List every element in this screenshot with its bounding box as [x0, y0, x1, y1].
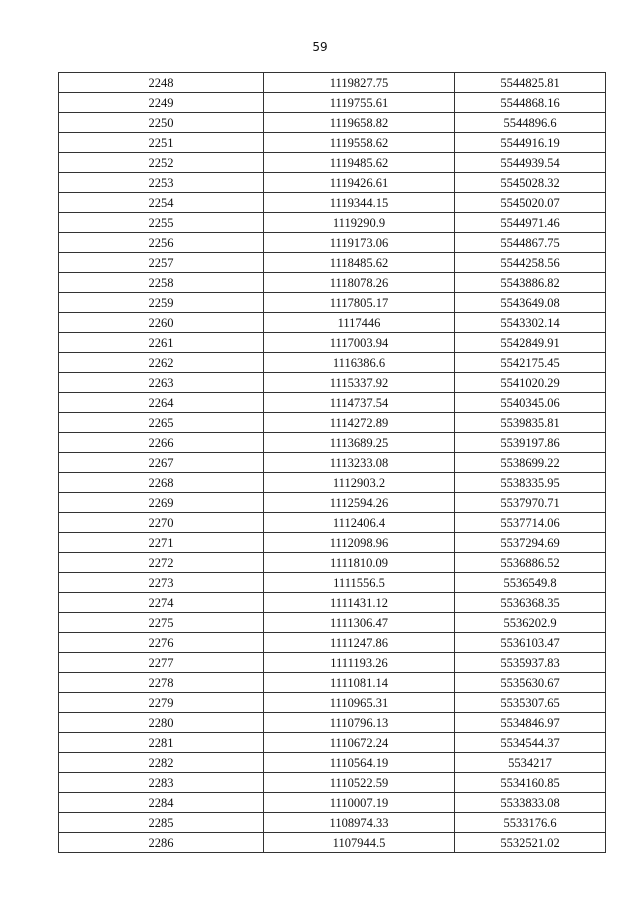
point-number-cell: 2271: [59, 533, 264, 553]
point-number-cell: 2273: [59, 573, 264, 593]
table-row: [59, 413, 606, 433]
x-coordinate-cell: 1113689.25: [264, 433, 455, 453]
table-row: [59, 673, 606, 693]
point-number-cell: 2260: [59, 313, 264, 333]
y-coordinate-cell: 5537714.06: [455, 513, 606, 533]
table-row: [59, 793, 606, 813]
table-row: [59, 753, 606, 773]
point-number-cell: 2276: [59, 633, 264, 653]
y-coordinate-cell: 5543886.82: [455, 273, 606, 293]
table-row: [59, 313, 606, 333]
y-coordinate-cell: 5537294.69: [455, 533, 606, 553]
x-coordinate-cell: 1114272.89: [264, 413, 455, 433]
table-row: [59, 253, 606, 273]
y-coordinate-cell: 5544896.6: [455, 113, 606, 133]
x-coordinate-cell: 1119755.61: [264, 93, 455, 113]
y-coordinate-cell: 5534544.37: [455, 733, 606, 753]
x-coordinate-cell: 1111247.86: [264, 633, 455, 653]
x-coordinate-cell: 1110522.59: [264, 773, 455, 793]
point-number-cell: 2263: [59, 373, 264, 393]
table-row: [59, 633, 606, 653]
point-number-cell: 2262: [59, 353, 264, 373]
y-coordinate-cell: 5544868.16: [455, 93, 606, 113]
point-number-cell: 2280: [59, 713, 264, 733]
y-coordinate-cell: 5539197.86: [455, 433, 606, 453]
point-number-cell: 2270: [59, 513, 264, 533]
y-coordinate-cell: 5544258.56: [455, 253, 606, 273]
table-row: [59, 433, 606, 453]
point-number-cell: 2264: [59, 393, 264, 413]
table-row: [59, 453, 606, 473]
x-coordinate-cell: 1119827.75: [264, 73, 455, 93]
table-row: [59, 393, 606, 413]
y-coordinate-cell: 5544939.54: [455, 153, 606, 173]
table-row: [59, 553, 606, 573]
x-coordinate-cell: 1110007.19: [264, 793, 455, 813]
table-row: [59, 333, 606, 353]
point-number-cell: 2275: [59, 613, 264, 633]
x-coordinate-cell: 1119290.9: [264, 213, 455, 233]
x-coordinate-cell: 1111193.26: [264, 653, 455, 673]
point-number-cell: 2252: [59, 153, 264, 173]
point-number-cell: 2256: [59, 233, 264, 253]
x-coordinate-cell: 1112406.4: [264, 513, 455, 533]
point-number-cell: 2250: [59, 113, 264, 133]
y-coordinate-cell: 5544867.75: [455, 233, 606, 253]
point-number-cell: 2253: [59, 173, 264, 193]
table-row: [59, 113, 606, 133]
table-row: [59, 273, 606, 293]
point-number-cell: 2251: [59, 133, 264, 153]
table-row: [59, 353, 606, 373]
x-coordinate-cell: 1119558.62: [264, 133, 455, 153]
table-row: [59, 193, 606, 213]
x-coordinate-cell: 1112098.96: [264, 533, 455, 553]
y-coordinate-cell: 5534217: [455, 753, 606, 773]
x-coordinate-cell: 1111081.14: [264, 673, 455, 693]
point-number-cell: 2258: [59, 273, 264, 293]
point-number-cell: 2283: [59, 773, 264, 793]
x-coordinate-cell: 1111556.5: [264, 573, 455, 593]
point-number-cell: 2285: [59, 813, 264, 833]
x-coordinate-cell: 1119173.06: [264, 233, 455, 253]
x-coordinate-cell: 1117446: [264, 313, 455, 333]
y-coordinate-cell: 5540345.06: [455, 393, 606, 413]
point-number-cell: 2279: [59, 693, 264, 713]
x-coordinate-cell: 1107944.5: [264, 833, 455, 853]
y-coordinate-cell: 5534846.97: [455, 713, 606, 733]
y-coordinate-cell: 5544916.19: [455, 133, 606, 153]
y-coordinate-cell: 5538699.22: [455, 453, 606, 473]
x-coordinate-cell: 1117805.17: [264, 293, 455, 313]
y-coordinate-cell: 5538335.95: [455, 473, 606, 493]
table-row: [59, 533, 606, 553]
table-row: [59, 613, 606, 633]
point-number-cell: 2286: [59, 833, 264, 853]
y-coordinate-cell: 5536103.47: [455, 633, 606, 653]
x-coordinate-cell: 1111810.09: [264, 553, 455, 573]
point-number-cell: 2249: [59, 93, 264, 113]
point-number-cell: 2272: [59, 553, 264, 573]
x-coordinate-cell: 1118485.62: [264, 253, 455, 273]
point-number-cell: 2265: [59, 413, 264, 433]
point-number-cell: 2248: [59, 73, 264, 93]
table-row: [59, 233, 606, 253]
point-number-cell: 2282: [59, 753, 264, 773]
table-row: [59, 373, 606, 393]
table-row: [59, 73, 606, 93]
x-coordinate-cell: 1112903.2: [264, 473, 455, 493]
y-coordinate-cell: 5541020.29: [455, 373, 606, 393]
point-number-cell: 2268: [59, 473, 264, 493]
coordinates-table: [58, 72, 606, 853]
y-coordinate-cell: 5535937.83: [455, 653, 606, 673]
table-row: [59, 293, 606, 313]
y-coordinate-cell: 5536368.35: [455, 593, 606, 613]
x-coordinate-cell: 1113233.08: [264, 453, 455, 473]
table-row: [59, 713, 606, 733]
x-coordinate-cell: 1108974.33: [264, 813, 455, 833]
y-coordinate-cell: 5532521.02: [455, 833, 606, 853]
x-coordinate-cell: 1114737.54: [264, 393, 455, 413]
y-coordinate-cell: 5542849.91: [455, 333, 606, 353]
table-body: [59, 73, 606, 853]
y-coordinate-cell: 5544971.46: [455, 213, 606, 233]
table-row: [59, 93, 606, 113]
y-coordinate-cell: 5545020.07: [455, 193, 606, 213]
table-row: [59, 473, 606, 493]
table-row: [59, 653, 606, 673]
point-number-cell: 2257: [59, 253, 264, 273]
table-row: [59, 733, 606, 753]
y-coordinate-cell: 5533833.08: [455, 793, 606, 813]
point-number-cell: 2284: [59, 793, 264, 813]
table-row: [59, 153, 606, 173]
point-number-cell: 2255: [59, 213, 264, 233]
x-coordinate-cell: 1110965.31: [264, 693, 455, 713]
table-row: [59, 813, 606, 833]
x-coordinate-cell: 1119485.62: [264, 153, 455, 173]
page-number: 59: [312, 40, 328, 54]
table-row: [59, 513, 606, 533]
y-coordinate-cell: 5543649.08: [455, 293, 606, 313]
point-number-cell: 2281: [59, 733, 264, 753]
x-coordinate-cell: 1117003.94: [264, 333, 455, 353]
y-coordinate-cell: 5543302.14: [455, 313, 606, 333]
y-coordinate-cell: 5533176.6: [455, 813, 606, 833]
point-number-cell: 2259: [59, 293, 264, 313]
point-number-cell: 2277: [59, 653, 264, 673]
y-coordinate-cell: 5539835.81: [455, 413, 606, 433]
point-number-cell: 2267: [59, 453, 264, 473]
y-coordinate-cell: 5542175.45: [455, 353, 606, 373]
table-row: [59, 833, 606, 853]
point-number-cell: 2261: [59, 333, 264, 353]
x-coordinate-cell: 1119426.61: [264, 173, 455, 193]
table-row: [59, 133, 606, 153]
table-row: [59, 693, 606, 713]
x-coordinate-cell: 1118078.26: [264, 273, 455, 293]
y-coordinate-cell: 5534160.85: [455, 773, 606, 793]
x-coordinate-cell: 1110564.19: [264, 753, 455, 773]
x-coordinate-cell: 1112594.26: [264, 493, 455, 513]
point-number-cell: 2274: [59, 593, 264, 613]
table-row: [59, 573, 606, 593]
x-coordinate-cell: 1116386.6: [264, 353, 455, 373]
x-coordinate-cell: 1110672.24: [264, 733, 455, 753]
y-coordinate-cell: 5537970.71: [455, 493, 606, 513]
point-number-cell: 2278: [59, 673, 264, 693]
x-coordinate-cell: 1110796.13: [264, 713, 455, 733]
table-row: [59, 493, 606, 513]
table-row: [59, 773, 606, 793]
table-row: [59, 173, 606, 193]
y-coordinate-cell: 5545028.32: [455, 173, 606, 193]
y-coordinate-cell: 5536202.9: [455, 613, 606, 633]
x-coordinate-cell: 1119344.15: [264, 193, 455, 213]
table-row: [59, 213, 606, 233]
y-coordinate-cell: 5536886.52: [455, 553, 606, 573]
x-coordinate-cell: 1115337.92: [264, 373, 455, 393]
point-number-cell: 2266: [59, 433, 264, 453]
y-coordinate-cell: 5535307.65: [455, 693, 606, 713]
x-coordinate-cell: 1111306.47: [264, 613, 455, 633]
x-coordinate-cell: 1111431.12: [264, 593, 455, 613]
point-number-cell: 2269: [59, 493, 264, 513]
y-coordinate-cell: 5536549.8: [455, 573, 606, 593]
point-number-cell: 2254: [59, 193, 264, 213]
x-coordinate-cell: 1119658.82: [264, 113, 455, 133]
table-row: [59, 593, 606, 613]
y-coordinate-cell: 5535630.67: [455, 673, 606, 693]
y-coordinate-cell: 5544825.81: [455, 73, 606, 93]
